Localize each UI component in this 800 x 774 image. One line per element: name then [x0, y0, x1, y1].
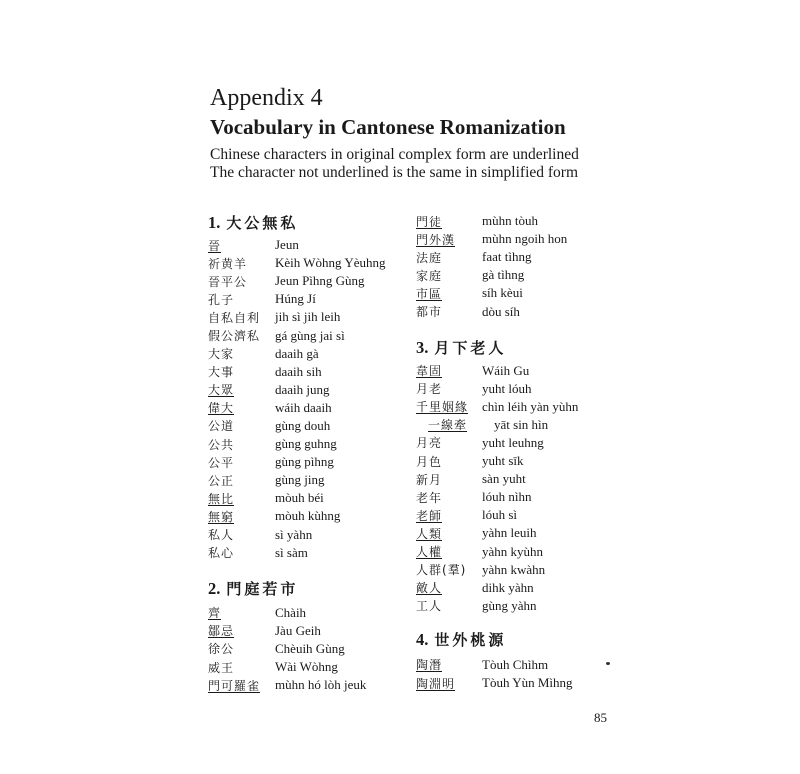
chinese-term: 法庭 — [416, 250, 443, 265]
chinese-term: 韋固 — [416, 364, 443, 379]
chinese-term: 晉 — [208, 238, 222, 253]
page-number: 85 — [594, 710, 607, 725]
list-item — [416, 543, 606, 561]
left-column — [208, 212, 398, 694]
list-item — [416, 674, 606, 692]
romanization: daaih gà — [275, 345, 319, 361]
list-item — [416, 416, 606, 434]
romanization: gà tìhng — [482, 267, 525, 283]
list-item — [416, 248, 606, 266]
chinese-term: 新月 — [416, 472, 443, 487]
section-3-heading — [416, 337, 606, 359]
romanization: lóuh nìhn — [482, 489, 532, 505]
chinese-term: 公正 — [208, 473, 235, 488]
chinese-term: 大家 — [208, 347, 235, 362]
romanization: mùhn ngoih hon — [482, 231, 568, 247]
chinese-term: 公平 — [208, 455, 235, 470]
chinese-term: 敵人 — [416, 581, 443, 596]
list-item — [208, 363, 398, 381]
list-item — [416, 524, 606, 542]
romanization: daaih sih — [275, 363, 322, 379]
list-item — [416, 212, 606, 230]
list-item — [208, 676, 398, 694]
chinese-term: 門徒 — [416, 214, 443, 229]
chinese-term: 鄒忌 — [208, 624, 235, 639]
romanization: mòuh kùhng — [275, 508, 341, 524]
romanization: yāt sin hìn — [494, 416, 549, 432]
list-item — [208, 544, 398, 562]
list-item — [208, 526, 398, 544]
list-item — [208, 604, 398, 622]
chinese-term: 祈黄羊 — [208, 256, 248, 271]
romanization: yàhn kyùhn — [482, 543, 544, 559]
section-4-list — [416, 656, 606, 692]
list-item — [208, 471, 398, 489]
romanization: yuht lóuh — [482, 380, 532, 396]
chinese-term: 人群(羣) — [416, 563, 467, 578]
chinese-term: 人類 — [416, 526, 443, 541]
section-heading-text: 大公無私 — [226, 214, 299, 232]
chinese-term: 齊 — [208, 606, 222, 621]
romanization: Chàih — [275, 604, 307, 620]
list-item — [416, 398, 606, 416]
chinese-term: 威王 — [208, 660, 235, 675]
romanization: yàhn leuih — [482, 525, 537, 541]
chinese-term: 公共 — [208, 437, 235, 452]
chinese-term: 孔子 — [208, 292, 235, 307]
chinese-term: 偉大 — [208, 401, 235, 416]
romanization: dòu síh — [482, 303, 520, 319]
chinese-term: 徐公 — [208, 642, 235, 657]
list-item — [416, 656, 606, 674]
romanization: Jeun Pìhng Gùng — [275, 273, 365, 289]
list-item — [416, 302, 606, 320]
chinese-term: 私心 — [208, 546, 235, 561]
section-number: 1. — [208, 213, 221, 232]
list-item — [208, 435, 398, 453]
list-item — [416, 579, 606, 597]
list-item — [416, 561, 606, 579]
romanization: yuht leuhng — [482, 434, 544, 450]
romanization: yuht sīk — [482, 453, 524, 469]
romanization: wáih daaih — [275, 399, 332, 415]
list-item — [208, 417, 398, 435]
chinese-term: 無窮 — [208, 509, 235, 524]
section-number: 3. — [416, 337, 429, 357]
chinese-term: 無比 — [208, 491, 235, 506]
romanization: Tòuh Chìhm — [482, 656, 549, 672]
list-item — [416, 380, 606, 398]
list-item — [416, 284, 606, 302]
list-item — [208, 236, 398, 254]
romanization: Jeun — [275, 237, 299, 253]
chinese-term: 大眾 — [208, 383, 235, 398]
romanization: Jàu Geih — [275, 622, 321, 638]
list-item — [208, 453, 398, 471]
chinese-term: 老師 — [416, 508, 443, 523]
romanization: Tòuh Yùn Mìhng — [482, 675, 573, 691]
appendix-label: Appendix 4 — [210, 85, 323, 111]
romanization: Húng Jí — [275, 291, 316, 307]
list-item — [208, 308, 398, 326]
romanization: Kèih Wòhng Yèuhng — [275, 255, 386, 271]
chinese-term: 自私自利 — [208, 310, 261, 325]
list-item — [416, 434, 606, 452]
romanization: Chèuih Gùng — [275, 640, 345, 656]
right-column — [416, 212, 606, 692]
romanization: mùhn tòuh — [482, 213, 538, 229]
romanization: dihk yàhn — [482, 579, 534, 595]
section-2-list — [208, 604, 398, 694]
speck-mark — [606, 662, 610, 665]
romanization: jih sì jih leih — [275, 309, 341, 325]
romanization: sì yàhn — [275, 526, 313, 542]
list-item — [208, 622, 398, 640]
list-item — [416, 452, 606, 470]
chinese-term: 假公濟私 — [208, 329, 261, 344]
romanization: gá gùng jai sì — [275, 327, 345, 343]
list-item — [416, 506, 606, 524]
romanization: mòuh béi — [275, 490, 324, 506]
list-item — [208, 326, 398, 344]
list-item — [208, 399, 398, 417]
section-4-heading — [416, 629, 606, 651]
romanization: faat tìhng — [482, 249, 532, 265]
romanization: Wài Wòhng — [275, 659, 338, 675]
list-item — [208, 381, 398, 399]
section-number: 4. — [416, 629, 429, 649]
chinese-term: 工人 — [416, 599, 443, 614]
chinese-term: 千里姻緣 — [416, 400, 469, 415]
list-item — [208, 640, 398, 658]
romanization: gùng guhng — [275, 436, 337, 452]
subtitle-line-2: The character not underlined is the same in simplified form — [210, 164, 579, 181]
list-item — [208, 290, 398, 308]
section-number: 2. — [208, 578, 221, 598]
list-item — [208, 345, 398, 363]
chinese-term: 晉平公 — [208, 274, 248, 289]
chinese-term: 月色 — [416, 454, 443, 469]
romanization: Wáih Gu — [482, 362, 530, 378]
chinese-term: 私人 — [208, 528, 235, 543]
section-1-list — [208, 236, 398, 562]
romanization: daaih jung — [275, 381, 330, 397]
chinese-term: 市區 — [416, 286, 443, 301]
list-item — [416, 597, 606, 615]
chinese-term: 門可羅雀 — [208, 678, 261, 693]
romanization: gùng pìhng — [275, 454, 334, 470]
list-item — [208, 272, 398, 290]
list-item — [208, 489, 398, 507]
chinese-term: 人權 — [416, 545, 443, 560]
chinese-term: 月老 — [416, 382, 443, 397]
list-item — [208, 658, 398, 676]
chinese-term: 月亮 — [416, 436, 443, 451]
romanization: sì sàm — [275, 544, 308, 560]
page-title: Vocabulary in Cantonese Romanization — [210, 115, 566, 139]
list-item — [416, 362, 606, 380]
list-item — [208, 254, 398, 272]
chinese-term: 都市 — [416, 305, 443, 320]
section-1-heading — [208, 212, 398, 234]
romanization: lóuh sì — [482, 507, 518, 523]
romanization: yàhn kwàhn — [482, 561, 546, 577]
list-item — [416, 230, 606, 248]
chinese-term: 門外漢 — [416, 232, 456, 247]
section-heading-text: 月下老人 — [434, 338, 507, 357]
section-3-list — [416, 362, 606, 615]
romanization: sàn yuht — [482, 471, 526, 487]
section-heading-text: 世外桃源 — [434, 630, 507, 649]
list-item — [416, 488, 606, 506]
section-heading-text: 門庭若市 — [226, 579, 299, 598]
romanization: gùng yàhn — [482, 597, 537, 613]
subtitle-line-1: Chinese characters in original complex form are underlined — [210, 146, 579, 163]
chinese-term: 一線牽 — [428, 418, 468, 433]
list-item — [208, 507, 398, 525]
chinese-term: 陶淵明 — [416, 676, 456, 691]
list-item — [416, 266, 606, 284]
chinese-term: 家庭 — [416, 268, 443, 283]
chinese-term: 老年 — [416, 490, 443, 505]
list-item — [416, 470, 606, 488]
romanization: mùhn hó lòh jeuk — [275, 677, 367, 693]
chinese-term: 大事 — [208, 365, 235, 380]
section-2-list-continued — [416, 212, 606, 321]
romanization: síh kèui — [482, 285, 523, 301]
romanization: gùng jing — [275, 472, 325, 488]
chinese-term: 陶潛 — [416, 658, 443, 673]
romanization: gùng douh — [275, 417, 331, 433]
romanization: chìn léih yàn yùhn — [482, 398, 579, 414]
chinese-term: 公道 — [208, 419, 235, 434]
section-2-heading — [208, 578, 398, 600]
